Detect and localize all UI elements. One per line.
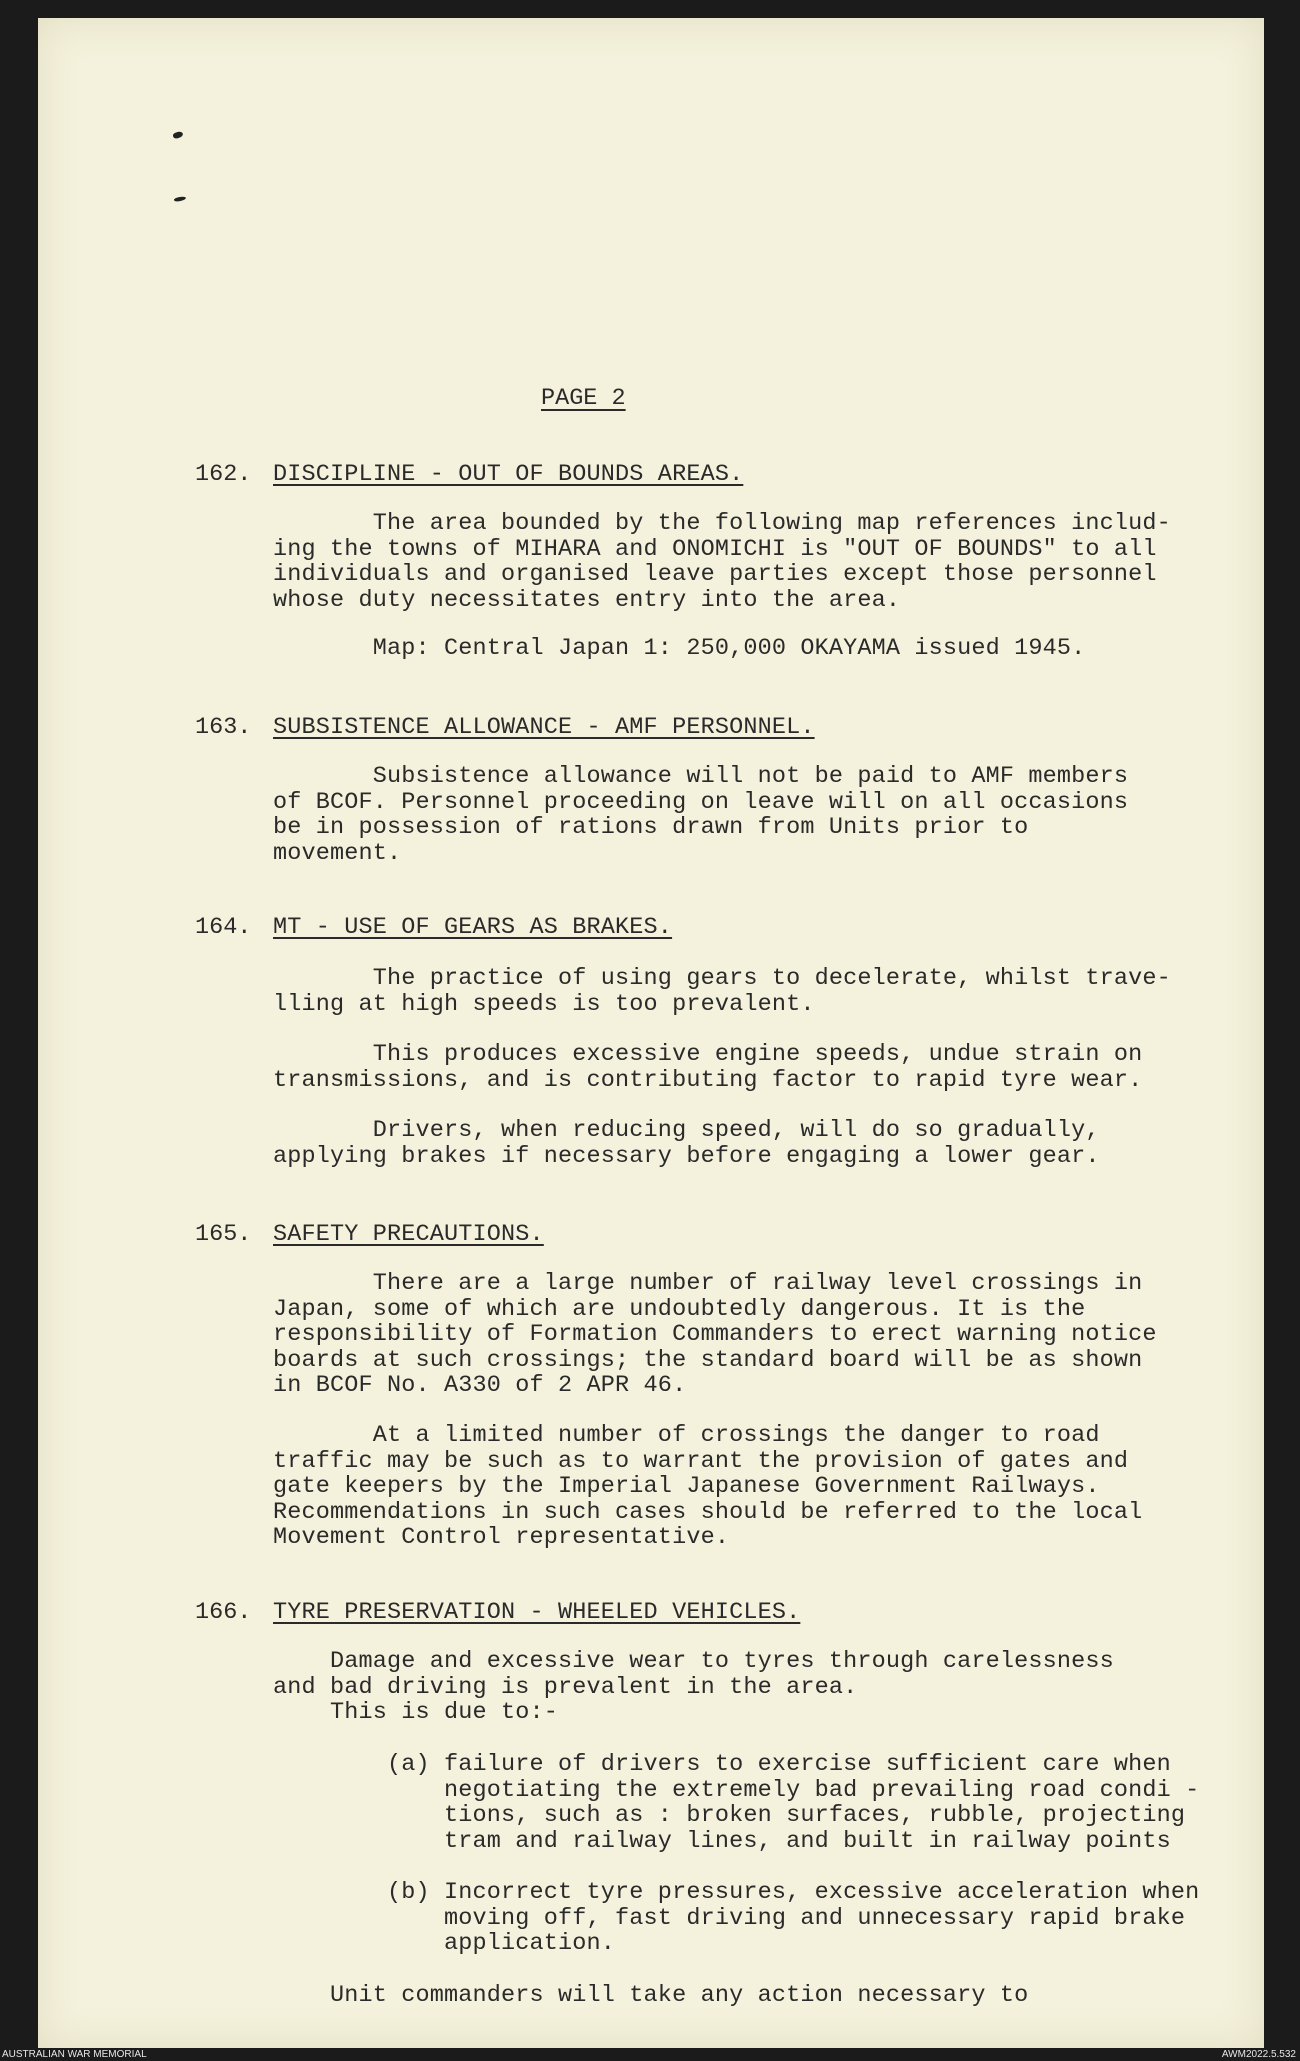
- section-heading: DISCIPLINE - OUT OF BOUNDS AREAS.: [273, 461, 744, 488]
- section-number: 163.: [195, 714, 252, 741]
- section-paragraph: There are a large number of railway level crossings in Japan, some of which are undoubtedly dangerous. It is the responsibility of Formation Commanders to erect warning notice boards at such crossings; the standard board will be as shown in BCOF No. A330 of 2 APR 46.: [273, 1270, 1157, 1399]
- punch-mark: [174, 196, 187, 202]
- section-paragraph: The area bounded by the following map references includ- ing the towns of MIHARA and ONOMICHI is "OUT OF BOUNDS" to all individuals and organised leave parties except those personnel whose duty necessitates entry into the area.: [273, 510, 1171, 614]
- section-paragraph: The practice of using gears to decelerate, whilst trave- lling at high speeds is too prevalent.: [273, 965, 1171, 1018]
- section-paragraph: Damage and excessive wear to tyres through carelessness and bad driving is prevalent in the area. This is due to:-: [273, 1648, 1114, 1726]
- section-paragraph: At a limited number of crossings the danger to road traffic may be such as to warrant the provision of gates and gate keepers by the Imperial Japanese Government Railways. Recommendations in such cases should be referred to the local Movement Control representative.: [273, 1422, 1143, 1551]
- footer-credit: AUSTRALIAN WAR MEMORIAL: [2, 2049, 147, 2060]
- section-heading: SAFETY PRECAUTIONS.: [273, 1221, 544, 1248]
- document-page: [38, 18, 1264, 2048]
- page-label: PAGE 2: [541, 385, 626, 412]
- section-number: 162.: [195, 461, 252, 488]
- section-paragraph: (a) failure of drivers to exercise sufficient care when negotiating the extremely bad prevailing road condi - tions, such as : broken surfaces, rubble, projecting tram and railway lines, and built in railway points: [387, 1751, 1200, 1855]
- section-paragraph: (b) Incorrect tyre pressures, excessive acceleration when moving off, fast driving and unnecessary rapid brake application.: [387, 1879, 1200, 1957]
- section-heading: SUBSISTENCE ALLOWANCE - AMF PERSONNEL.: [273, 714, 815, 741]
- section-heading: MT - USE OF GEARS AS BRAKES.: [273, 914, 673, 941]
- section-paragraph: Drivers, when reducing speed, will do so gradually, applying brakes if necessary before engaging a lower gear.: [273, 1117, 1100, 1170]
- section-number: 164.: [195, 914, 252, 941]
- section-paragraph: Map: Central Japan 1: 250,000 OKAYAMA issued 1945.: [273, 635, 1086, 662]
- section-paragraph: Unit commanders will take any action necessary to: [273, 1982, 1029, 2009]
- section-paragraph: This produces excessive engine speeds, undue strain on transmissions, and is contributing factor to rapid tyre wear.: [273, 1041, 1143, 1094]
- section-number: 165.: [195, 1221, 252, 1248]
- punch-mark: [172, 130, 183, 139]
- footer-accession: AWM2022.5.532: [1221, 2049, 1296, 2060]
- section-heading: TYRE PRESERVATION - WHEELED VEHICLES.: [273, 1599, 801, 1626]
- section-paragraph: Subsistence allowance will not be paid to AMF members of BCOF. Personnel proceeding on leave will on all occasions be in possession of rations drawn from Units prior to movement.: [273, 763, 1129, 867]
- section-number: 166.: [195, 1599, 252, 1626]
